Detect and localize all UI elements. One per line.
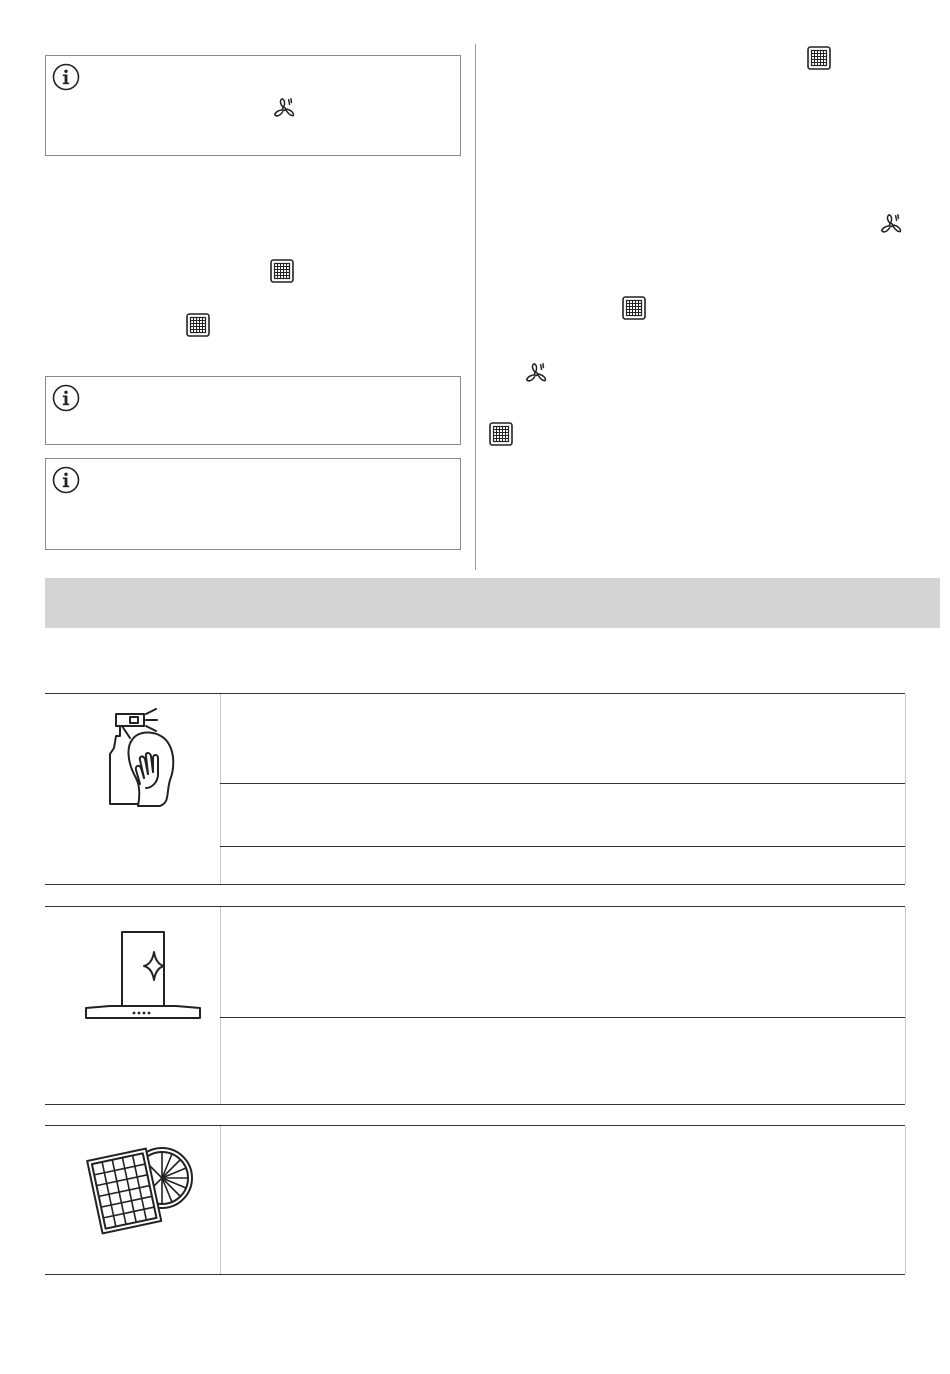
- table-subrow-border: [220, 846, 905, 847]
- grease-filter-icon: [186, 313, 210, 337]
- table-edge: [905, 694, 906, 884]
- table-cell-divider: [220, 694, 221, 884]
- note-fan: [45, 55, 461, 156]
- table-row-border: [45, 1274, 905, 1275]
- table-edge: [905, 907, 906, 1104]
- table-row-border: [45, 906, 905, 907]
- table-row-border: [45, 693, 905, 694]
- table-cell-divider: [220, 1126, 221, 1274]
- table-subrow-border: [220, 1017, 905, 1018]
- table-row-border: [45, 884, 905, 885]
- filter-wheel-icon: [84, 1134, 196, 1238]
- table-cell-divider: [220, 907, 221, 1104]
- grease-filter-icon: [489, 422, 513, 446]
- care-and-cleaning-header: [45, 578, 940, 628]
- info-icon: [52, 63, 80, 91]
- table-edge: [905, 1126, 906, 1274]
- note-second: [45, 376, 461, 445]
- fan-icon: [523, 361, 549, 387]
- fan-icon: [878, 212, 904, 238]
- table-row-border: [45, 1125, 905, 1126]
- grease-filter-icon: [807, 46, 831, 70]
- grease-filter-icon: [622, 296, 646, 320]
- grease-filter-icon: [270, 259, 294, 283]
- column-divider: [475, 44, 476, 570]
- info-icon: [52, 466, 80, 494]
- spray-cloth-icon: [100, 708, 180, 810]
- table-row-border: [45, 1104, 905, 1105]
- hood-sparkle-icon: [84, 930, 202, 1022]
- info-icon: [52, 384, 80, 412]
- table-subrow-border: [220, 783, 905, 784]
- fan-icon: [271, 96, 297, 122]
- note-third: [45, 458, 461, 550]
